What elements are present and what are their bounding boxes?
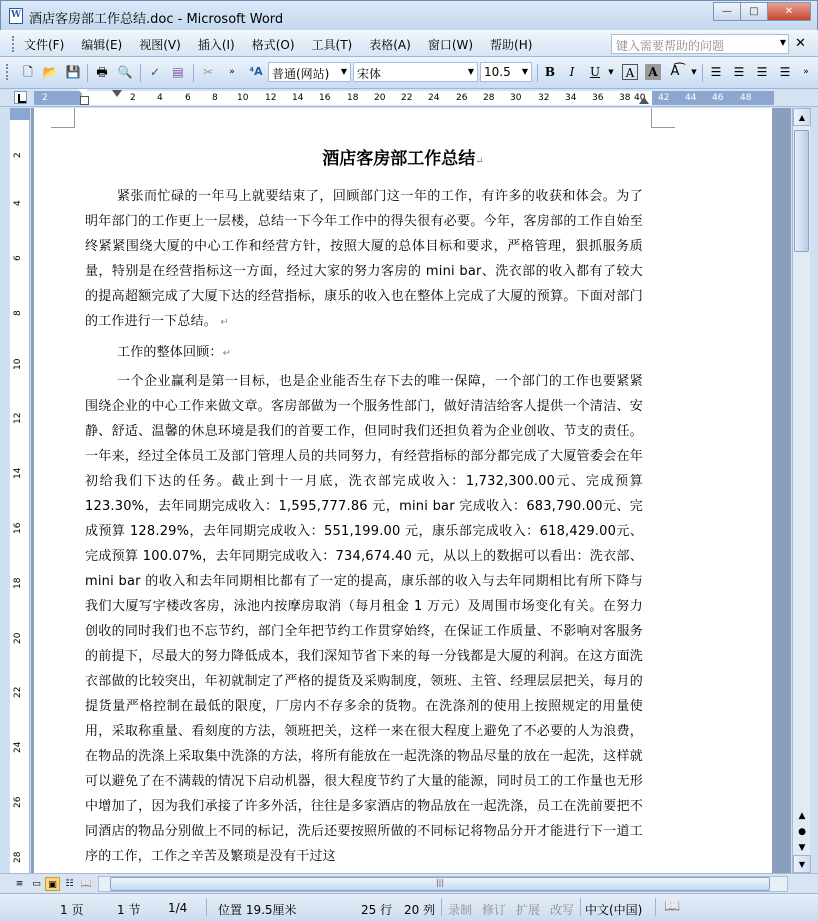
ruler-tick: 28 <box>483 93 495 103</box>
open-folder-icon[interactable]: 📂 <box>42 65 58 79</box>
ruler-tick: 40 <box>634 93 646 103</box>
toolbar-separator <box>193 64 194 82</box>
status-separator <box>206 898 207 916</box>
vruler-tick: 2 <box>13 152 23 158</box>
paragraph-mark-icon: ↵ <box>222 348 232 359</box>
left-indent-marker[interactable] <box>80 96 89 105</box>
help-search-input[interactable] <box>611 34 789 54</box>
formatting-toolbar <box>0 57 818 89</box>
ruler-tick: 20 <box>374 93 386 103</box>
reading-layout-view-icon[interactable]: 📖 <box>80 879 93 889</box>
menu-view[interactable]: 视图(V) <box>139 38 181 52</box>
font-border-button[interactable]: A <box>622 64 638 80</box>
ruler-tick: 26 <box>456 93 468 103</box>
scroll-up-arrow-icon[interactable]: ▲ <box>793 108 811 126</box>
vruler-tick: 22 <box>13 686 23 698</box>
vruler-tick: 8 <box>13 310 23 316</box>
status-language[interactable]: 中文(中国) <box>585 903 643 917</box>
window-title: 酒店客房部工作总结.doc - Microsoft Word <box>29 12 284 27</box>
toolbar-separator <box>537 64 538 82</box>
vruler-tick: 14 <box>13 467 23 479</box>
style-select-value: 普通(网站) <box>272 67 330 81</box>
styles-formatting-icon[interactable]: ⁴A <box>249 65 263 78</box>
new-document-icon[interactable]: 🗋 <box>23 65 33 79</box>
ruler-right-margin <box>652 91 774 105</box>
paragraph-intro-text: 紧张而忙碌的一年马上就要结束了，回顾部门这一年的工作，有许多的收获和体会。为了明年部门的工作更上一层楼，总结一下今年工作中的得失很有必要。今年，客房部的工作自始至终紧紧围绕大厦的中心工作和经营方针，按照大厦的总体目标和要求，严格管理，狠抓服务质量，特别是在经营指标这一方面，经过大家的努力客房的 mini bar、洗衣部的收入都有了较大的提高超额完成了大厦下达的经营指标，康乐的收入也在整体上完成了大厦的预算。下面对部门的工作进行一下总结。 <box>85 189 643 329</box>
right-indent-marker[interactable] <box>639 97 649 104</box>
menu-help[interactable]: 帮助(H) <box>490 38 533 52</box>
scroll-down-arrow-icon[interactable]: ▼ <box>793 855 811 873</box>
document-title[interactable] <box>34 144 772 169</box>
outline-view-icon[interactable]: ☷ <box>65 879 74 889</box>
status-record-macro[interactable]: 录制 <box>448 903 473 917</box>
ruler-tick: 48 <box>740 93 752 103</box>
vertical-scrollbar[interactable] <box>792 108 810 873</box>
font-select-value: 宋体 <box>357 67 382 81</box>
toolbar-grip-handle[interactable] <box>6 64 10 80</box>
toolbar-separator <box>702 64 703 82</box>
paragraph-body-text: 一个企业赢利是第一目标，也是企业能否生存下去的唯一保障，一个部门的工作也要紧紧围绕企业的中心工作来做文章。客房部做为一个服务性部门，做好清洁给客人提供一个清洁、安静、舒适、温馨的休息环境是我们的首要工作，但同时我们还担负着为企业创收、节支的责任。一年来，经过全体员工及部门管理人员的共同努力，有经营指标的部分都完成了大厦管委会在年初给我们下达的任务。截止到十一月底，洗衣部完成收入：1,732,300.00元、完成预算 123.30%，去年同期完成收入：1,595,777.86 元，mini bar 完成收入：683,790.00元、完成预算 128.29%，去年同期完成收入：551,199.00 元，康乐部完成收入：618,429.00元、完成预算 100.07%，去年同期完成收入：734,674.40 元，从以上的数据可以看出：洗衣部、mini bar 的收入和去年同期相比都有了一定的提高，康乐部的收入与去年同期相比有所下降与我们大厦写字楼改客房，泳池内按摩房取消（每月租金 1 万元）及周围市场变化有关。在努力创收的同时我们也不忘节约，部门全年把节约工作贯穿始终，在保证工作质量、不影响对客服务的前提下，尽最大的努力降低成本，我们深知节省下来的每一分钱都是大厦的利润。在这方面洗衣部做的比较突出，年初就制定了严格的提货及采购制度，领班、主管、经理层层把关，每月的提货量严格控制在最低的限度，厂房内不存多余的货物。在洗涤剂的使用上按照规定的用量使用，采取称重量、看刻度的方法，领班把关，这样一来在很大程度上避免了不必要的人为浪费，在物品的洗涤上采取集中洗涤的方法，将所有能放在一起洗涤的物品尽量的放在一起洗，这样就可以避免了在不满载的情况下启动机器，很大程度节约了大量的能源，同时员工的工作量也无形中增加了，因为我们承接了许多外活，往往是多家酒店的物品放在一起洗涤，员工在洗前要把不同酒店的物品分别做上不同的标记，洗后还要按照所做的不同标记将物品分开才能进行下一道工序的工作，工作之辛苦及繁琐是没有干过这 <box>85 374 643 864</box>
document-workspace[interactable] <box>31 108 791 873</box>
status-page: 1 页 <box>60 903 84 917</box>
bold-button[interactable]: B <box>544 65 556 79</box>
align-center-icon[interactable]: ☰ <box>733 65 745 79</box>
print-preview-icon[interactable]: 🔍 <box>117 65 133 79</box>
vruler-tick: 18 <box>13 577 23 589</box>
chevron-down-icon[interactable]: ▼ <box>521 67 528 76</box>
menu-list <box>24 36 549 53</box>
save-icon[interactable]: 💾 <box>65 65 81 79</box>
font-select[interactable] <box>353 62 478 82</box>
spelling-icon[interactable]: ✓ <box>149 65 161 79</box>
toolbar-separator <box>87 64 88 82</box>
font-size-value: 10.5 <box>484 65 511 79</box>
align-right-icon[interactable]: ☰ <box>756 65 768 79</box>
status-pages: 1/4 <box>168 901 188 915</box>
document-title-text: 酒店客房部工作总结 <box>322 149 476 169</box>
ruler-tick: 38 <box>619 93 631 103</box>
document-close-button[interactable]: ✕ <box>795 36 806 51</box>
minimize-button[interactable]: — <box>713 2 741 21</box>
first-line-indent-marker[interactable] <box>78 89 88 95</box>
vruler-tick: 4 <box>13 200 23 206</box>
document-page[interactable] <box>34 108 772 873</box>
status-bar <box>0 893 818 921</box>
research-icon[interactable]: ▤ <box>172 65 184 79</box>
ruler-tick: 16 <box>319 93 331 103</box>
menu-tools[interactable]: 工具(T) <box>311 38 353 52</box>
align-left-icon[interactable]: ☰ <box>710 65 722 79</box>
close-button[interactable]: ✕ <box>767 2 811 21</box>
vertical-scroll-thumb[interactable] <box>794 130 809 252</box>
vruler-tick: 12 <box>13 412 23 424</box>
menu-bar <box>0 30 818 57</box>
vertical-ruler[interactable] <box>10 108 30 873</box>
status-separator <box>580 898 581 916</box>
character-shading-button[interactable]: A <box>645 64 661 80</box>
menu-insert[interactable]: 插入(I) <box>197 38 235 52</box>
ruler-tick: 24 <box>428 93 440 103</box>
tab-selector-icon[interactable] <box>14 91 27 104</box>
toolbar-options-icon[interactable]: » <box>803 67 809 77</box>
ruler-tick: 32 <box>538 93 550 103</box>
ruler-tick: 18 <box>347 93 359 103</box>
hanging-indent-marker[interactable] <box>112 90 122 97</box>
chevron-down-icon[interactable]: ▼ <box>340 67 347 76</box>
vruler-tick: 10 <box>13 358 23 370</box>
spelling-status-icon[interactable]: 📖 <box>664 899 681 914</box>
paragraph-heading-text: 工作的整体回顾： <box>117 345 223 360</box>
previous-page-icon[interactable]: ▲ <box>798 811 806 821</box>
ruler-tick: 34 <box>565 93 577 103</box>
menu-edit[interactable]: 编辑(E) <box>81 38 123 52</box>
paragraph-body[interactable] <box>85 369 643 869</box>
paragraph-intro[interactable] <box>85 184 643 335</box>
ruler-track[interactable] <box>34 91 774 105</box>
vruler-tick: 20 <box>13 632 23 644</box>
vruler-tick: 24 <box>13 741 23 753</box>
vruler-tick: 16 <box>13 522 23 534</box>
chevron-down-icon[interactable]: ▼ <box>691 68 697 76</box>
ruler-tick: 8 <box>212 93 218 103</box>
word-app-icon[interactable] <box>9 8 23 24</box>
justify-icon[interactable]: ☰ <box>779 65 791 79</box>
ruler-tick: 2 <box>42 93 48 103</box>
window-controls <box>714 2 811 21</box>
ruler-tick: 12 <box>265 93 277 103</box>
chevron-down-icon[interactable]: ▼ <box>467 67 474 76</box>
font-size-select[interactable] <box>480 62 532 82</box>
paragraph-mark-icon: ↵ <box>217 317 229 328</box>
chevron-down-icon[interactable]: ▼ <box>608 68 614 76</box>
italic-button[interactable]: I <box>569 65 575 79</box>
print-layout-view-icon[interactable]: ▣ <box>45 877 60 891</box>
margin-corner-mark <box>651 108 675 128</box>
status-section: 1 节 <box>117 903 141 917</box>
menu-window[interactable]: 窗口(W) <box>427 38 474 52</box>
ruler-tick: 30 <box>510 93 522 103</box>
status-separator <box>655 898 656 916</box>
status-track-changes[interactable]: 修订 <box>482 903 507 917</box>
paragraph-mark-icon: ↵ <box>475 156 484 167</box>
vruler-tick: 26 <box>13 796 23 808</box>
help-search-placeholder: 键入需要帮助的问题 <box>616 39 725 53</box>
margin-corner-mark <box>51 108 75 128</box>
title-bar[interactable] <box>0 0 818 30</box>
underline-button[interactable]: U <box>589 65 601 79</box>
ruler-tick: 6 <box>185 93 191 103</box>
vruler-tick: 28 <box>13 851 23 863</box>
status-column: 20 列 <box>404 903 436 917</box>
character-scaling-icon[interactable]: A͡ <box>670 64 680 79</box>
status-extend-selection[interactable]: 扩展 <box>516 903 541 917</box>
paragraph-heading[interactable] <box>85 340 643 366</box>
status-line: 25 行 <box>361 903 393 917</box>
toolbar-options-icon[interactable]: » <box>229 67 235 77</box>
menu-table[interactable]: 表格(A) <box>369 38 411 52</box>
web-layout-view-icon[interactable]: ▭ <box>32 879 41 889</box>
vruler-top-margin <box>10 108 30 120</box>
cut-icon[interactable]: ✂ <box>202 65 214 79</box>
ruler-tick: 14 <box>292 93 304 103</box>
ruler-tick: 22 <box>401 93 413 103</box>
status-separator <box>441 898 442 916</box>
menu-format[interactable]: 格式(O) <box>251 38 295 52</box>
menu-grip-handle[interactable] <box>12 36 15 52</box>
next-page-icon[interactable]: ▼ <box>798 843 806 853</box>
select-browse-object-icon[interactable]: ● <box>798 827 806 837</box>
horizontal-scrollbar-area <box>0 873 818 893</box>
status-overtype[interactable]: 改写 <box>550 903 575 917</box>
ruler-tick: 4 <box>157 93 163 103</box>
ruler-tick: 46 <box>712 93 724 103</box>
maximize-button[interactable]: □ <box>740 2 768 21</box>
normal-view-icon[interactable]: ≡ <box>15 879 24 889</box>
ruler-tick: 42 <box>658 93 670 103</box>
menu-file[interactable]: 文件(F) <box>24 38 65 52</box>
ruler-tick: 44 <box>685 93 697 103</box>
ruler-tick: 2 <box>130 93 136 103</box>
vruler-tick: 6 <box>13 255 23 261</box>
chevron-down-icon[interactable]: ▼ <box>779 38 786 47</box>
ruler-tick: 10 <box>237 93 249 103</box>
horizontal-scroll-thumb[interactable]: ||| <box>110 877 770 891</box>
ruler-tick: 36 <box>592 93 604 103</box>
horizontal-ruler[interactable] <box>0 89 818 107</box>
toolbar-separator <box>140 64 141 82</box>
style-select[interactable] <box>268 62 351 82</box>
print-icon[interactable]: 🖶 <box>96 65 108 79</box>
status-position: 位置 19.5厘米 <box>218 903 297 917</box>
